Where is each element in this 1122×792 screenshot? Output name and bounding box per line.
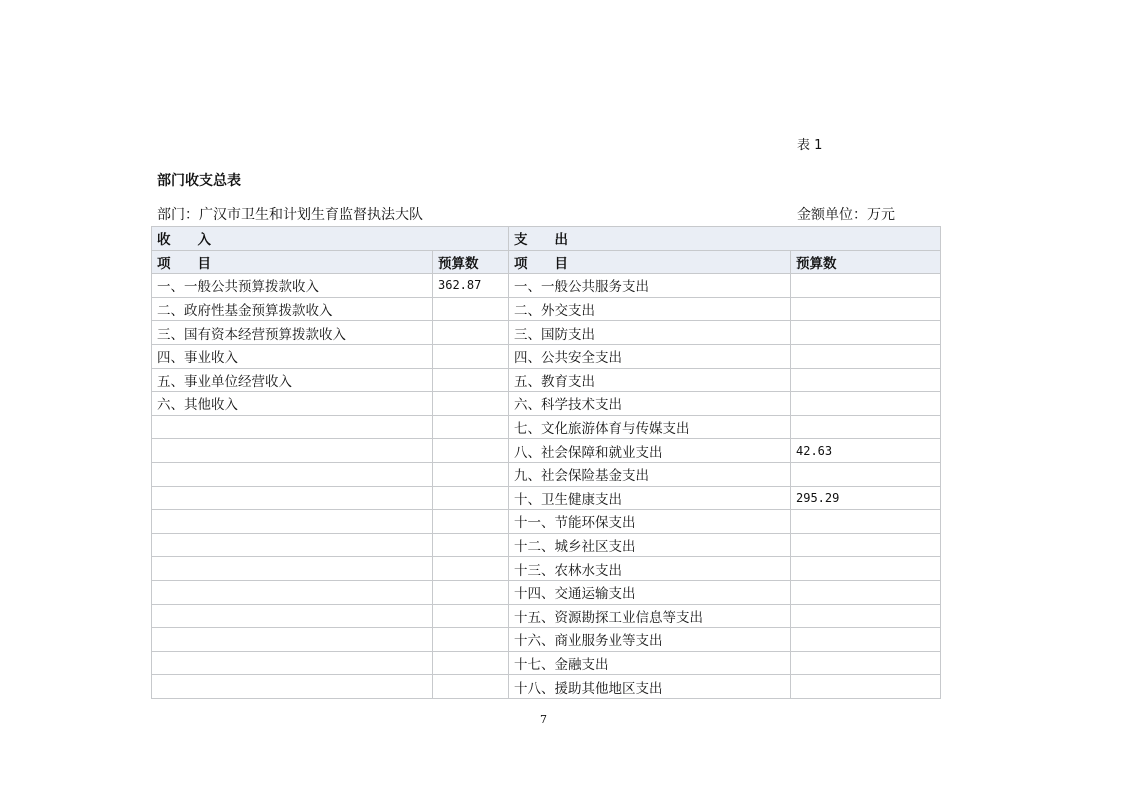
table-row	[152, 557, 941, 581]
table-row	[152, 651, 941, 675]
income-item-cell	[152, 604, 433, 628]
income-amount-cell	[433, 486, 509, 510]
expense-item-cell: 十八、援助其他地区支出	[509, 675, 791, 699]
income-item-cell	[152, 533, 433, 557]
expense-item-cell: 七、文化旅游体育与传媒支出	[509, 415, 791, 439]
table-row	[152, 415, 941, 439]
expense-item-cell: 十五、资源勘探工业信息等支出	[509, 604, 791, 628]
income-item-cell: 三、国有资本经营预算拨款收入	[152, 321, 433, 345]
expense-item-cell: 一、一般公共服务支出	[509, 274, 791, 298]
income-amount-cell	[433, 675, 509, 699]
income-item-cell	[152, 415, 433, 439]
expense-amount-cell: 295.29	[791, 486, 941, 510]
expense-item-cell: 十六、商业服务业等支出	[509, 628, 791, 652]
table-row	[152, 344, 941, 368]
income-item-cell	[152, 439, 433, 463]
income-item-cell: 六、其他收入	[152, 392, 433, 416]
expense-amount-cell	[791, 675, 941, 699]
income-item-cell	[152, 580, 433, 604]
income-amount-cell: 362.87	[433, 274, 509, 298]
budget-summary-table	[151, 226, 941, 699]
expense-item-cell: 十四、交通运输支出	[509, 580, 791, 604]
income-amount-cell	[433, 392, 509, 416]
table-number: 表 1	[797, 138, 823, 153]
expense-amount-cell	[791, 628, 941, 652]
income-item-cell	[152, 675, 433, 699]
income-amount-cell	[433, 415, 509, 439]
expense-item-cell: 十三、农林水支出	[509, 557, 791, 581]
table-row	[152, 392, 941, 416]
table-row	[152, 533, 941, 557]
income-item-cell	[152, 510, 433, 534]
expense-amount-cell	[791, 510, 941, 534]
income-amount-cell	[433, 557, 509, 581]
income-item-cell	[152, 651, 433, 675]
expense-item-cell: 六、科学技术支出	[509, 392, 791, 416]
income-amount-cell	[433, 439, 509, 463]
income-amount-cell	[433, 628, 509, 652]
expense-item-cell: 十七、金融支出	[509, 651, 791, 675]
income-amount-cell	[433, 580, 509, 604]
expense-amount-header: 预算数	[791, 250, 941, 274]
expense-item-cell: 十、卫生健康支出	[509, 486, 791, 510]
expense-item-cell: 八、社会保障和就业支出	[509, 439, 791, 463]
page-number: 7	[540, 713, 547, 726]
expense-item-cell: 三、国防支出	[509, 321, 791, 345]
income-amount-cell	[433, 297, 509, 321]
expense-amount-cell	[791, 651, 941, 675]
table-row	[152, 604, 941, 628]
table-row	[152, 297, 941, 321]
income-group-header: 收 入	[152, 227, 509, 251]
income-amount-cell	[433, 604, 509, 628]
expense-amount-cell	[791, 604, 941, 628]
income-item-cell: 一、一般公共预算拨款收入	[152, 274, 433, 298]
column-header-row	[152, 250, 941, 274]
expense-amount-cell	[791, 297, 941, 321]
expense-item-cell: 九、社会保险基金支出	[509, 462, 791, 486]
table-row	[152, 628, 941, 652]
expense-item-cell: 五、教育支出	[509, 368, 791, 392]
expense-amount-cell	[791, 462, 941, 486]
expense-amount-cell	[791, 580, 941, 604]
expense-item-cell: 十一、节能环保支出	[509, 510, 791, 534]
income-amount-cell	[433, 368, 509, 392]
expense-amount-cell	[791, 344, 941, 368]
income-amount-cell	[433, 510, 509, 534]
income-item-cell: 四、事业收入	[152, 344, 433, 368]
expense-amount-cell	[791, 368, 941, 392]
income-amount-cell	[433, 533, 509, 557]
income-amount-header: 预算数	[433, 250, 509, 274]
expense-amount-cell	[791, 274, 941, 298]
table-row	[152, 675, 941, 699]
income-item-cell	[152, 557, 433, 581]
table-row	[152, 510, 941, 534]
expense-item-header: 项 目	[509, 250, 791, 274]
unit-label: 金额单位：万元	[797, 207, 895, 223]
expense-item-cell: 十二、城乡社区支出	[509, 533, 791, 557]
expense-amount-cell: 42.63	[791, 439, 941, 463]
table-row	[152, 321, 941, 345]
income-item-cell	[152, 486, 433, 510]
income-amount-cell	[433, 344, 509, 368]
table-row	[152, 274, 941, 298]
income-item-cell: 五、事业单位经营收入	[152, 368, 433, 392]
expense-amount-cell	[791, 533, 941, 557]
income-amount-cell	[433, 651, 509, 675]
table-body	[152, 227, 941, 699]
expense-group-header: 支 出	[509, 227, 941, 251]
table-row	[152, 368, 941, 392]
income-item-cell: 二、政府性基金预算拨款收入	[152, 297, 433, 321]
table-row	[152, 486, 941, 510]
table-row	[152, 439, 941, 463]
expense-amount-cell	[791, 415, 941, 439]
income-item-cell	[152, 628, 433, 652]
page-title: 部门收支总表	[157, 173, 241, 189]
expense-amount-cell	[791, 392, 941, 416]
expense-item-cell: 二、外交支出	[509, 297, 791, 321]
table-row	[152, 462, 941, 486]
income-amount-cell	[433, 462, 509, 486]
group-header-row	[152, 227, 941, 251]
income-amount-cell	[433, 321, 509, 345]
expense-amount-cell	[791, 557, 941, 581]
expense-item-cell: 四、公共安全支出	[509, 344, 791, 368]
income-item-cell	[152, 462, 433, 486]
expense-amount-cell	[791, 321, 941, 345]
department-label: 部门：广汉市卫生和计划生育监督执法大队	[157, 207, 423, 223]
table-row	[152, 580, 941, 604]
income-item-header: 项 目	[152, 250, 433, 274]
